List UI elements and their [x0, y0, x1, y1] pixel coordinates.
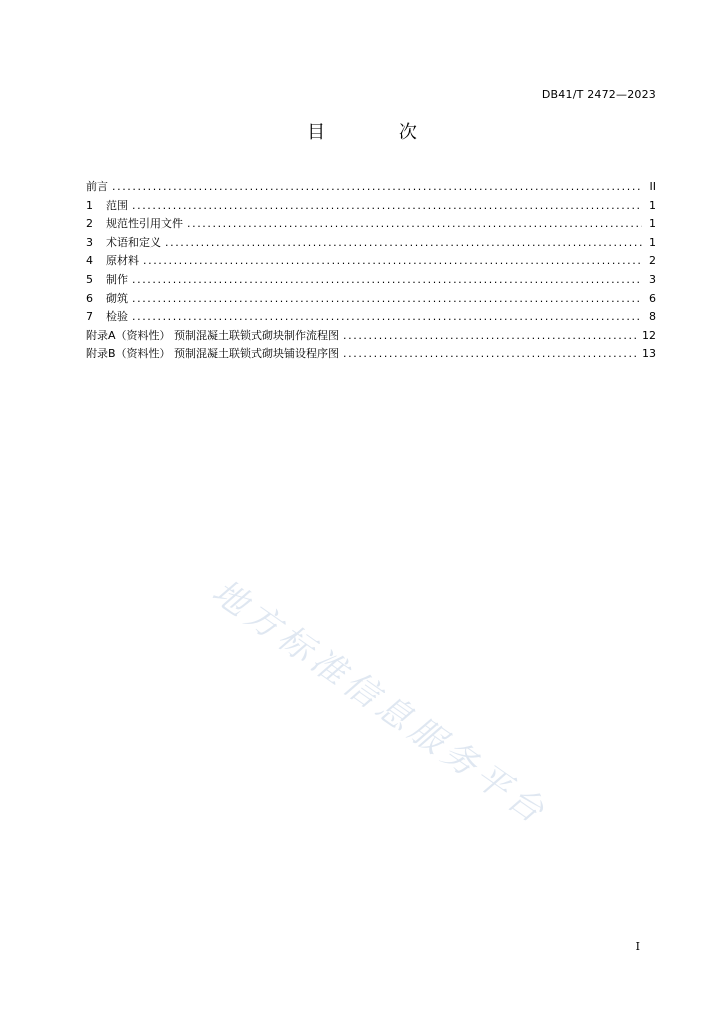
toc-entry-label: 附录A（资料性） 预制混凝土联锁式砌块制作流程图 — [86, 328, 340, 342]
toc-leader-dots — [343, 327, 638, 346]
toc-leader-dots — [165, 234, 642, 253]
toc-entry-scope[interactable] — [86, 197, 656, 216]
toc-entry-label: 制作 — [106, 272, 128, 286]
toc-entry-number: 1 — [86, 198, 93, 212]
toc-entry-foreword[interactable] — [86, 178, 656, 197]
standard-code: DB41/T 2472—2023 — [541, 88, 656, 101]
toc-entry-label: 范围 — [106, 198, 128, 212]
toc-entry-page: 6 — [649, 291, 656, 305]
toc-entry-page: 13 — [642, 347, 656, 361]
toc-entry-label: 检验 — [106, 310, 128, 324]
page-number: I — [635, 940, 640, 953]
toc-entry-label: 前言 — [86, 180, 108, 193]
toc-entry-normative-references[interactable] — [86, 215, 656, 234]
table-of-contents — [86, 178, 656, 364]
toc-entry-number: 3 — [86, 235, 93, 249]
toc-entry-label: 术语和定义 — [106, 235, 161, 249]
toc-leader-dots — [343, 345, 638, 364]
toc-entry-page: 2 — [649, 254, 656, 268]
toc-entry-production[interactable] — [86, 271, 656, 290]
toc-entry-page: 12 — [642, 328, 656, 342]
toc-leader-dots — [132, 271, 642, 290]
toc-entry-label: 砌筑 — [106, 291, 128, 305]
toc-entry-appendix-a[interactable] — [86, 327, 656, 346]
toc-entry-label: 原材料 — [106, 254, 139, 268]
toc-entry-number: 4 — [86, 254, 93, 268]
toc-entry-inspection[interactable] — [86, 308, 656, 327]
toc-leader-dots — [143, 252, 642, 271]
toc-entry-page: 8 — [649, 310, 656, 324]
toc-entry-number: 7 — [86, 310, 93, 324]
toc-leader-dots — [187, 215, 642, 234]
toc-entry-masonry[interactable] — [86, 290, 656, 309]
toc-entry-terms-definitions[interactable] — [86, 234, 656, 253]
toc-entry-page: 1 — [649, 198, 656, 212]
toc-entry-page: II — [649, 180, 656, 193]
toc-leader-dots — [132, 197, 642, 216]
page-title: 目 次 — [307, 122, 451, 143]
toc-entry-appendix-b[interactable] — [86, 345, 656, 364]
toc-leader-dots — [132, 290, 642, 309]
toc-entry-page: 1 — [649, 235, 656, 249]
toc-entry-raw-materials[interactable] — [86, 252, 656, 271]
toc-entry-page: 3 — [649, 272, 656, 286]
toc-entry-label: 附录B（资料性） 预制混凝土联锁式砌块铺设程序图 — [86, 347, 340, 361]
toc-entry-number: 2 — [86, 217, 93, 231]
toc-entry-number: 5 — [86, 272, 93, 286]
toc-leader-dots — [112, 178, 642, 197]
toc-entry-label: 规范性引用文件 — [106, 217, 183, 231]
toc-entry-number: 6 — [86, 291, 93, 305]
watermark: 地方标准信息服务平台 — [204, 571, 556, 834]
toc-leader-dots — [132, 308, 642, 327]
toc-entry-page: 1 — [649, 217, 656, 231]
